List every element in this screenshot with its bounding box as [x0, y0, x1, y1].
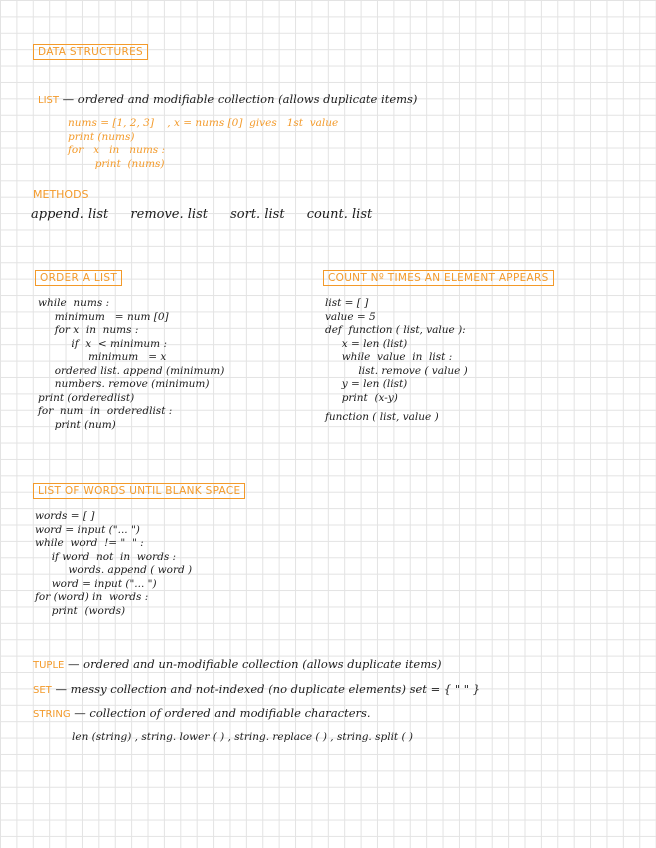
code-line: print (nums) [68, 130, 135, 143]
order-list-code [38, 297, 224, 432]
code-line: if x < minimum : [38, 337, 168, 350]
string-definition [33, 706, 371, 720]
code-line: print (num) [38, 418, 116, 431]
code-line: for (word) in words : [35, 591, 149, 603]
code-line: minimum = num [0] [38, 310, 169, 323]
method-count: count. list [306, 207, 373, 222]
tuple-keyword: TUPLE [33, 660, 65, 671]
code-line: if word not in words : [35, 550, 177, 563]
code-line: def function ( list, value ): [325, 324, 466, 336]
code-line: word = input ("... ") [35, 523, 140, 536]
order-list-heading: ORDER A LIST [35, 270, 122, 286]
code-line: ordered list. append (minimum) [38, 364, 225, 377]
code-line: words. append ( word ) [35, 564, 193, 576]
string-methods: len (string) , string. lower ( ) , string. replace ( ) , string. split ( ) [72, 731, 414, 743]
count-times-code [325, 297, 468, 425]
code-line: while nums : [38, 297, 110, 309]
code-line: while word != " " : [35, 537, 144, 549]
code-line: y = len (list) [325, 378, 408, 390]
code-line: print (orderedlist) [38, 391, 135, 404]
code-line: function ( list, value ) [325, 411, 439, 423]
set-keyword: SET [33, 685, 52, 696]
string-keyword: STRING [33, 709, 71, 720]
method-sort: sort. list [230, 207, 285, 222]
code-line: value = 5 [325, 310, 376, 323]
list-code-block [68, 117, 338, 171]
code-line: print (x-y) [325, 391, 398, 404]
list-words-heading: LIST OF WORDS UNTIL BLANK SPACE [33, 483, 245, 499]
code-line: while value in list : [325, 351, 453, 363]
code-line: list. remove ( value ) [325, 364, 468, 377]
code-line: print (nums) [68, 157, 165, 170]
code-line: for num in orderedlist : [38, 405, 173, 417]
code-line: list = [ ] [325, 297, 369, 309]
methods-heading: METHODS [33, 188, 89, 201]
code-line: words = [ ] [35, 510, 95, 522]
list-definition-text: — ordered and modifiable collection (allows duplicate items) [62, 92, 418, 106]
list-definition [38, 92, 417, 106]
code-line: print (words) [35, 604, 126, 617]
code-line: x = len (list) [325, 337, 408, 350]
code-line: nums = [1, 2, 3] , x = nums [0] gives 1st value [68, 117, 339, 129]
set-definition-text: — messy collection and not-indexed (no duplicate elements) set = { " " } [55, 682, 481, 696]
methods-list [31, 207, 390, 222]
code-line: for x in nums : [68, 144, 166, 156]
code-line: word = input ("... ") [35, 577, 157, 590]
method-append: append. list [31, 207, 109, 222]
tuple-definition-text: — ordered and un-modifiable collection (allows duplicate items) [68, 657, 442, 671]
page-title: DATA STRUCTURES [33, 44, 148, 60]
code-line: minimum = x [38, 351, 167, 363]
tuple-definition [33, 657, 442, 671]
list-words-code [35, 510, 192, 618]
set-definition [33, 682, 480, 696]
method-remove: remove. list [130, 207, 208, 222]
code-line: for x in nums : [38, 324, 139, 336]
list-keyword: LIST [38, 95, 59, 106]
count-times-heading: COUNT Nº TIMES AN ELEMENT APPEARS [323, 270, 554, 286]
code-line: numbers. remove (minimum) [38, 378, 210, 390]
string-definition-text: — collection of ordered and modifiable characters. [74, 706, 371, 720]
